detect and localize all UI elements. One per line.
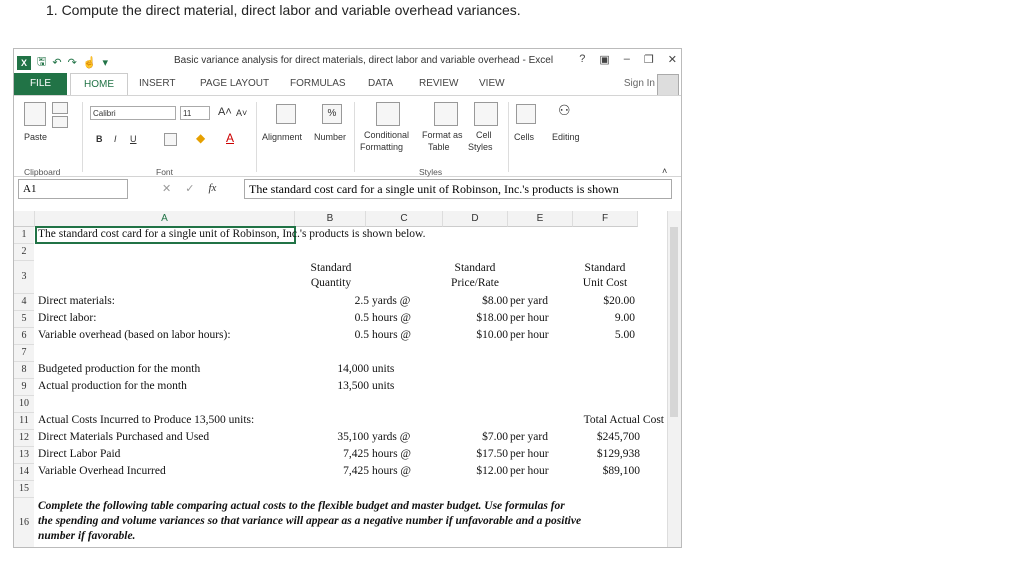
cell-e5[interactable]: per hour	[510, 312, 549, 324]
cell-f11[interactable]: Total Actual Cost	[583, 414, 664, 426]
alignment-icon[interactable]	[276, 104, 296, 124]
tab-insert[interactable]: INSERT	[139, 78, 176, 89]
tab-file[interactable]: FILE	[14, 73, 67, 95]
cell-f14[interactable]: $89,100	[602, 465, 640, 477]
scrollbar-thumb[interactable]	[670, 227, 678, 417]
cell-f13[interactable]: $129,938	[596, 448, 640, 460]
cell-b8[interactable]: 14,000	[337, 363, 369, 375]
save-icon[interactable]: 🖫	[37, 56, 47, 68]
cell-c14[interactable]: hours @	[372, 465, 412, 477]
cell-f3[interactable]: Standard	[584, 262, 626, 274]
tab-page-layout[interactable]: PAGE LAYOUT	[200, 78, 270, 89]
tab-formulas[interactable]: FORMULAS	[290, 78, 346, 89]
cell-b3-line2[interactable]: Quantity	[310, 277, 352, 289]
italic-button[interactable]: I	[114, 134, 117, 144]
name-box[interactable]: A1	[18, 179, 128, 199]
tab-review[interactable]: REVIEW	[419, 78, 459, 89]
column-header-a[interactable]: A	[35, 211, 295, 227]
cell-a16-line2[interactable]: the spending and volume variances so that variance will appear as a negative number if unfavorable and a positive	[38, 515, 582, 527]
cell-a4[interactable]: Direct materials:	[38, 295, 115, 307]
cell-d13[interactable]: $17.50	[476, 448, 508, 460]
column-header-d[interactable]: D	[443, 211, 508, 227]
select-all-corner[interactable]	[14, 211, 35, 227]
grow-font-icon[interactable]: A˄	[218, 106, 232, 118]
cell-f6[interactable]: 5.00	[614, 329, 635, 341]
format-as-label[interactable]: Format as	[422, 130, 463, 140]
worksheet-grid	[14, 211, 666, 547]
column-header-f[interactable]: F	[573, 211, 638, 227]
cell-label[interactable]: Cell	[476, 130, 492, 140]
enter-icon[interactable]: ✓	[185, 183, 195, 195]
row-header-16[interactable]: 16	[14, 498, 34, 548]
borders-icon[interactable]	[164, 133, 177, 146]
group-styles: Styles	[419, 167, 443, 177]
cell-b12[interactable]: 35,100	[337, 431, 369, 443]
cancel-icon[interactable]: ✕	[162, 183, 172, 195]
cell-f12[interactable]: $245,700	[596, 431, 640, 443]
number-button[interactable]: Number	[314, 132, 347, 142]
cell-styles-button[interactable]: Styles	[468, 142, 493, 152]
cell-d3[interactable]: Standard	[454, 262, 496, 274]
cell-b5[interactable]: 0.5	[354, 312, 369, 324]
cell-b4[interactable]: 2.5	[354, 295, 369, 307]
cell-f4[interactable]: $20.00	[603, 295, 635, 307]
percent-icon[interactable]: %	[322, 104, 342, 124]
touch-mode-icon[interactable]: ☝	[82, 57, 97, 69]
row-header-2[interactable]: 2	[14, 244, 34, 261]
ribbon-display-icon[interactable]: ▣	[599, 54, 610, 66]
shrink-font-icon[interactable]: A˅	[236, 108, 248, 118]
row-header-11[interactable]: 11	[14, 413, 34, 430]
cell-a1[interactable]: The standard cost card for a single unit of Robinson, Inc.'s products is shown below.	[38, 228, 426, 240]
excel-logo-icon: X	[17, 56, 31, 70]
group-font: Font	[156, 167, 174, 177]
ribbon	[14, 95, 681, 177]
collapse-ribbon-icon[interactable]: ˄	[662, 166, 668, 176]
vertical-scrollbar[interactable]	[667, 211, 681, 547]
help-button[interactable]: ?	[579, 53, 586, 65]
row-header-5[interactable]: 5	[14, 311, 34, 328]
formula-bar	[14, 179, 681, 201]
cell-b6[interactable]: 0.5	[354, 329, 369, 341]
formula-icons	[162, 182, 216, 195]
binoculars-icon[interactable]: ⚇	[558, 102, 571, 118]
minimize-button[interactable]: –	[623, 53, 630, 65]
cell-styles-icon[interactable]	[474, 102, 498, 126]
editing-button[interactable]: Editing	[552, 132, 580, 142]
cell-c8[interactable]: units	[372, 363, 395, 375]
cell-a13[interactable]: Direct Labor Paid	[38, 448, 121, 460]
cell-e4[interactable]: per yard	[510, 295, 548, 307]
format-as-table-icon[interactable]	[434, 102, 458, 126]
cell-c9[interactable]: units	[372, 380, 395, 392]
underline-button[interactable]: U	[130, 134, 137, 144]
question-text: 1. Compute the direct material, direct labor and variable overhead variances.	[46, 2, 521, 18]
tab-home[interactable]: HOME	[70, 73, 128, 95]
cell-e6[interactable]: per hour	[510, 329, 549, 341]
window-title: Basic variance analysis for direct materials, direct labor and variable overhead - Excel	[174, 55, 554, 66]
paste-icon[interactable]	[24, 102, 46, 126]
cell-e13[interactable]: per hour	[510, 448, 549, 460]
cell-c4[interactable]: yards @	[372, 295, 411, 307]
paste-button[interactable]: Paste	[24, 132, 48, 142]
cell-b9[interactable]: 13,500	[337, 380, 369, 392]
cell-c6[interactable]: hours @	[372, 329, 412, 341]
avatar[interactable]	[657, 74, 679, 96]
cells-button[interactable]: Cells	[514, 132, 535, 142]
undo-icon[interactable]: ↶	[52, 57, 62, 69]
cell-c13[interactable]: hours @	[372, 448, 412, 460]
format-as-table-button[interactable]: Table	[428, 142, 450, 152]
copy-icon[interactable]	[52, 116, 68, 128]
cell-e14[interactable]: per hour	[510, 465, 549, 477]
row-header-1[interactable]: 1	[14, 227, 34, 244]
row-header-13[interactable]: 13	[14, 447, 34, 464]
tab-view[interactable]: VIEW	[479, 78, 505, 89]
cell-d4[interactable]: $8.00	[482, 295, 508, 307]
cell-e12[interactable]: per yard	[510, 431, 548, 443]
cell-f3-line2[interactable]: Unit Cost	[582, 277, 628, 289]
restore-button[interactable]: ❐	[643, 54, 654, 66]
cell-a14[interactable]: Variable Overhead Incurred	[38, 465, 166, 477]
cell-a9[interactable]: Actual production for the month	[38, 380, 187, 392]
fill-color-icon[interactable]: ◆	[196, 131, 206, 145]
row-header-3[interactable]: 3	[14, 261, 34, 294]
alignment-button[interactable]: Alignment	[262, 132, 303, 142]
cell-b14[interactable]: 7,425	[343, 465, 369, 477]
cell-a6[interactable]: Variable overhead (based on labor hours):	[38, 329, 231, 341]
row-header-8[interactable]: 8	[14, 362, 34, 379]
cell-d5[interactable]: $18.00	[476, 312, 508, 324]
column-header-c[interactable]: C	[366, 211, 443, 227]
row-header-4[interactable]: 4	[14, 294, 34, 311]
cell-b13[interactable]: 7,425	[343, 448, 369, 460]
redo-icon[interactable]: ↷	[67, 57, 77, 69]
row-header-10[interactable]: 10	[14, 396, 34, 413]
cell-a12[interactable]: Direct Materials Purchased and Used	[38, 431, 210, 443]
font-size-select[interactable]: 11	[180, 106, 210, 120]
excel-window	[13, 48, 682, 548]
sign-in-link[interactable]: Sign In	[623, 78, 655, 89]
formula-input[interactable]: The standard cost card for a single unit of Robinson, Inc.'s products is shown	[244, 179, 672, 199]
conditional-formatting-icon[interactable]	[376, 102, 400, 126]
cell-a11[interactable]: Actual Costs Incurred to Produce 13,500 units:	[38, 414, 255, 426]
customize-toolbar-icon[interactable]: ▾	[102, 57, 109, 69]
bold-button[interactable]: B	[96, 134, 103, 144]
font-color-icon[interactable]: A	[226, 131, 235, 145]
cell-d14[interactable]: $12.00	[476, 465, 508, 477]
row-header-6[interactable]: 6	[14, 328, 34, 345]
cell-d3-line2[interactable]: Price/Rate	[451, 277, 499, 289]
quick-access-toolbar	[17, 53, 108, 72]
cell-f5[interactable]: 9.00	[614, 312, 635, 324]
cell-a8[interactable]: Budgeted production for the month	[38, 363, 201, 375]
row-header-12[interactable]: 12	[14, 430, 34, 447]
cell-a16-line3[interactable]: number if favorable.	[38, 530, 136, 542]
title-bar	[14, 49, 681, 73]
close-button[interactable]: ✕	[667, 54, 677, 66]
group-clipboard: Clipboard	[24, 167, 61, 177]
ribbon-tabs	[14, 73, 681, 95]
cell-c5[interactable]: hours @	[372, 312, 412, 324]
cell-d6[interactable]: $10.00	[476, 329, 508, 341]
row-header-7[interactable]: 7	[14, 345, 34, 362]
cell-d12[interactable]: $7.00	[482, 431, 508, 443]
row-header-9[interactable]: 9	[14, 379, 34, 396]
row-header-15[interactable]: 15	[14, 481, 34, 498]
cell-c12[interactable]: yards @	[372, 431, 411, 443]
conditional-formatting-button[interactable]: Formatting	[360, 142, 404, 152]
tab-data[interactable]: DATA	[368, 78, 394, 89]
cut-icon[interactable]	[52, 102, 68, 114]
window-controls	[579, 53, 677, 66]
insert-function-button[interactable]: fx	[208, 182, 217, 194]
font-name-select[interactable]: Calibri	[90, 106, 176, 120]
cells-icon[interactable]	[516, 104, 536, 124]
column-header-e[interactable]: E	[508, 211, 573, 227]
row-header-14[interactable]: 14	[14, 464, 34, 481]
cell-b3[interactable]: Standard	[310, 262, 352, 274]
cell-a5[interactable]: Direct labor:	[38, 312, 97, 324]
conditional-label[interactable]: Conditional	[364, 130, 410, 140]
cell-a16-line1[interactable]: Complete the following table comparing actual costs to the flexible budget and master budget. Use formulas for	[38, 500, 565, 512]
column-header-b[interactable]: B	[295, 211, 366, 227]
